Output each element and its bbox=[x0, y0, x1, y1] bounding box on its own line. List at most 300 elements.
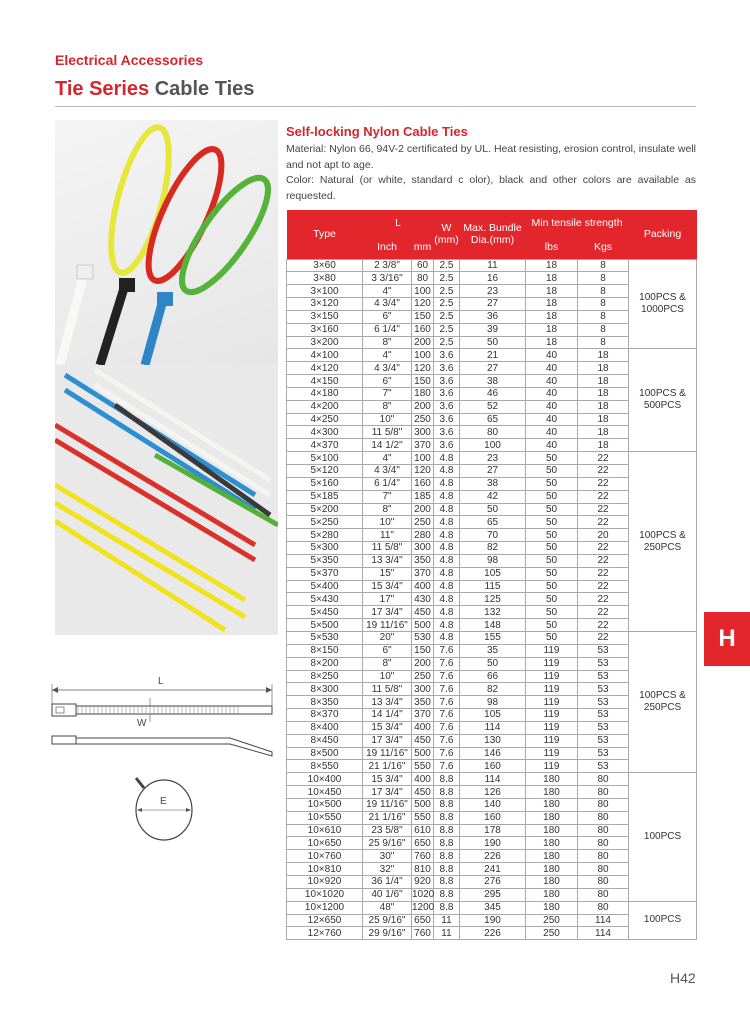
table-cell: 276 bbox=[460, 876, 526, 889]
table-cell: 119 bbox=[526, 721, 578, 734]
section-tab: H bbox=[704, 612, 750, 666]
table-cell: 3×200 bbox=[287, 336, 363, 349]
table-cell: 80 bbox=[578, 786, 629, 799]
table-cell: 10×550 bbox=[287, 811, 363, 824]
table-cell: 180 bbox=[526, 798, 578, 811]
table-cell: 20 bbox=[578, 529, 629, 542]
table-cell: 50 bbox=[526, 631, 578, 644]
table-cell: 40 bbox=[526, 426, 578, 439]
label-l: L bbox=[158, 676, 164, 687]
table-cell: 52 bbox=[460, 400, 526, 413]
table-cell: 250 bbox=[526, 927, 578, 940]
table-cell: 22 bbox=[578, 619, 629, 632]
table-cell: 500 bbox=[412, 798, 434, 811]
table-cell: 3.6 bbox=[434, 400, 460, 413]
table-cell: 450 bbox=[412, 734, 434, 747]
table-cell: 22 bbox=[578, 567, 629, 580]
col-packing: Packing bbox=[629, 210, 697, 259]
table-cell: 5×370 bbox=[287, 567, 363, 580]
table-cell: 6" bbox=[363, 310, 412, 323]
table-cell: 36 bbox=[460, 310, 526, 323]
table-cell: 10×1020 bbox=[287, 888, 363, 901]
page-number: H42 bbox=[670, 970, 696, 986]
header-divider bbox=[55, 106, 696, 107]
col-w: W (mm) bbox=[434, 210, 460, 259]
table-cell: 3.6 bbox=[434, 375, 460, 388]
table-cell: 80 bbox=[578, 811, 629, 824]
table-cell: 370 bbox=[412, 567, 434, 580]
table-cell: 53 bbox=[578, 734, 629, 747]
table-cell: 610 bbox=[412, 824, 434, 837]
table-cell: 350 bbox=[412, 696, 434, 709]
table-cell: 80 bbox=[578, 850, 629, 863]
table-cell: 53 bbox=[578, 709, 629, 722]
table-cell: 27 bbox=[460, 362, 526, 375]
table-cell: 114 bbox=[578, 927, 629, 940]
table-cell: 22 bbox=[578, 580, 629, 593]
table-cell: 17 3/4" bbox=[363, 734, 412, 747]
table-cell: 7" bbox=[363, 490, 412, 503]
table-cell: 119 bbox=[526, 657, 578, 670]
table-cell: 2.5 bbox=[434, 259, 460, 272]
table-cell: 8 bbox=[578, 310, 629, 323]
table-cell: 7.6 bbox=[434, 657, 460, 670]
table-cell: 114 bbox=[460, 721, 526, 734]
table-cell: 5×430 bbox=[287, 593, 363, 606]
table-cell: 4.8 bbox=[434, 580, 460, 593]
table-cell: 8×400 bbox=[287, 721, 363, 734]
table-cell: 8×150 bbox=[287, 644, 363, 657]
table-cell: 10" bbox=[363, 413, 412, 426]
table-cell: 115 bbox=[460, 580, 526, 593]
table-cell: 53 bbox=[578, 683, 629, 696]
table-cell: 50 bbox=[460, 503, 526, 516]
table-cell: 48" bbox=[363, 901, 412, 914]
table-cell: 22 bbox=[578, 490, 629, 503]
table-cell: 4 3/4" bbox=[363, 298, 412, 311]
table-cell: 15" bbox=[363, 567, 412, 580]
table-cell: 20" bbox=[363, 631, 412, 644]
table-cell: 50 bbox=[460, 336, 526, 349]
table-cell: 4.8 bbox=[434, 516, 460, 529]
table-cell: 180 bbox=[526, 888, 578, 901]
table-cell: 148 bbox=[460, 619, 526, 632]
table-cell: 23 5/8" bbox=[363, 824, 412, 837]
table-cell: 100 bbox=[412, 349, 434, 362]
table-cell: 18 bbox=[578, 426, 629, 439]
table-cell: 5×160 bbox=[287, 477, 363, 490]
table-cell: 80 bbox=[412, 272, 434, 285]
table-cell: 8×500 bbox=[287, 747, 363, 760]
table-cell: 150 bbox=[412, 310, 434, 323]
table-cell: 50 bbox=[526, 529, 578, 542]
table-cell: 4×300 bbox=[287, 426, 363, 439]
table-cell: 50 bbox=[526, 452, 578, 465]
table-cell: 8×300 bbox=[287, 683, 363, 696]
table-cell: 760 bbox=[412, 927, 434, 940]
table-cell: 250 bbox=[526, 914, 578, 927]
table-cell: 650 bbox=[412, 914, 434, 927]
table-cell: 400 bbox=[412, 721, 434, 734]
table-cell: 82 bbox=[460, 683, 526, 696]
table-cell: 3.6 bbox=[434, 349, 460, 362]
table-cell: 80 bbox=[578, 798, 629, 811]
table-cell: 4.8 bbox=[434, 631, 460, 644]
table-cell: 7.6 bbox=[434, 760, 460, 773]
table-cell: 11 5/8" bbox=[363, 426, 412, 439]
table-cell: 4 3/4" bbox=[363, 362, 412, 375]
material-text: Material: Nylon 66, 94V-2 certificated by UL. Heat resisting, erosion control, insulate well and not apt to age. bbox=[286, 143, 696, 171]
table-cell: 190 bbox=[460, 837, 526, 850]
col-mm: mm bbox=[412, 236, 434, 259]
table-cell: 11 bbox=[434, 927, 460, 940]
product-photos bbox=[55, 120, 278, 635]
table-cell: 21 1/16" bbox=[363, 760, 412, 773]
table-cell: 6" bbox=[363, 375, 412, 388]
table-cell: 10×500 bbox=[287, 798, 363, 811]
table-cell: 8 bbox=[578, 323, 629, 336]
table-cell: 2.5 bbox=[434, 272, 460, 285]
table-cell: 60 bbox=[412, 259, 434, 272]
table-cell: 1200 bbox=[412, 902, 435, 914]
table-cell: 50 bbox=[526, 516, 578, 529]
table-cell: 3.6 bbox=[434, 413, 460, 426]
table-row bbox=[287, 631, 697, 644]
table-cell: 4.8 bbox=[434, 490, 460, 503]
table-cell: 18 bbox=[526, 323, 578, 336]
table-cell: 17" bbox=[363, 593, 412, 606]
table-cell: 50 bbox=[526, 465, 578, 478]
table-cell: 5×450 bbox=[287, 606, 363, 619]
table-cell: 22 bbox=[578, 554, 629, 567]
table-cell: 450 bbox=[412, 786, 434, 799]
table-cell: 8 bbox=[578, 259, 629, 272]
table-cell: 42 bbox=[460, 490, 526, 503]
table-cell: 5×530 bbox=[287, 631, 363, 644]
table-cell: 80 bbox=[578, 863, 629, 876]
table-cell: 7.6 bbox=[434, 644, 460, 657]
table-cell: 370 bbox=[412, 439, 434, 452]
table-cell: 53 bbox=[578, 644, 629, 657]
spec-table bbox=[286, 210, 697, 940]
table-cell: 119 bbox=[526, 709, 578, 722]
table-cell: 7" bbox=[363, 387, 412, 400]
table-cell: 3.6 bbox=[434, 439, 460, 452]
table-cell: 8 bbox=[578, 272, 629, 285]
table-cell: 40 bbox=[526, 349, 578, 362]
table-cell: 19 11/16" bbox=[363, 619, 412, 632]
col-lbs: lbs bbox=[526, 236, 578, 259]
table-cell: 25 9/16" bbox=[363, 837, 412, 850]
table-cell: 22 bbox=[578, 593, 629, 606]
table-cell: 5×350 bbox=[287, 554, 363, 567]
packing-cell: 100PCS & 1000PCS bbox=[629, 259, 697, 349]
table-cell: 19 11/16" bbox=[363, 798, 412, 811]
table-cell: 150 bbox=[412, 375, 434, 388]
table-cell: 920 bbox=[412, 876, 434, 889]
table-cell: 550 bbox=[412, 760, 434, 773]
table-cell: 22 bbox=[578, 631, 629, 644]
col-inch: Inch bbox=[363, 236, 412, 259]
spec-table-body bbox=[287, 259, 697, 940]
table-cell: 190 bbox=[460, 914, 526, 927]
page-title bbox=[55, 78, 254, 101]
col-tensile: Min tensile strength bbox=[526, 210, 629, 236]
table-cell: 21 bbox=[460, 349, 526, 362]
table-cell: 53 bbox=[578, 760, 629, 773]
table-cell: 2.5 bbox=[434, 310, 460, 323]
table-cell: 17 3/4" bbox=[363, 786, 412, 799]
table-cell: 50 bbox=[526, 503, 578, 516]
table-cell: 8" bbox=[363, 503, 412, 516]
table-cell: 10×760 bbox=[287, 850, 363, 863]
table-cell: 100 bbox=[412, 452, 434, 465]
table-cell: 810 bbox=[412, 863, 434, 876]
table-cell: 4.8 bbox=[434, 465, 460, 478]
table-cell: 12×760 bbox=[287, 927, 363, 940]
table-cell: 40 bbox=[526, 413, 578, 426]
table-cell: 8×550 bbox=[287, 760, 363, 773]
table-cell: 180 bbox=[526, 863, 578, 876]
table-cell: 12×650 bbox=[287, 914, 363, 927]
table-cell: 4×120 bbox=[287, 362, 363, 375]
table-cell: 226 bbox=[460, 850, 526, 863]
table-cell: 8 bbox=[578, 285, 629, 298]
table-cell: 300 bbox=[412, 426, 434, 439]
table-cell: 40 bbox=[526, 439, 578, 452]
table-cell: 8.8 bbox=[434, 837, 460, 850]
table-cell: 2.5 bbox=[434, 336, 460, 349]
table-cell: 18 bbox=[526, 336, 578, 349]
table-cell: 66 bbox=[460, 670, 526, 683]
table-cell: 125 bbox=[460, 593, 526, 606]
table-cell: 146 bbox=[460, 747, 526, 760]
table-cell: 27 bbox=[460, 298, 526, 311]
table-cell: 50 bbox=[526, 542, 578, 555]
table-cell: 120 bbox=[412, 362, 434, 375]
table-cell: 98 bbox=[460, 554, 526, 567]
table-cell: 14 1/2" bbox=[363, 439, 412, 452]
table-cell: 53 bbox=[578, 721, 629, 734]
table-cell: 15 3/4" bbox=[363, 580, 412, 593]
table-cell: 8.8 bbox=[434, 888, 460, 901]
table-cell: 8.8 bbox=[434, 863, 460, 876]
table-cell: 160 bbox=[412, 323, 434, 336]
table-cell: 23 bbox=[460, 452, 526, 465]
table-cell: 200 bbox=[412, 657, 434, 670]
table-cell: 5×185 bbox=[287, 490, 363, 503]
table-cell: 82 bbox=[460, 542, 526, 555]
table-cell: 18 bbox=[526, 310, 578, 323]
table-cell: 13 3/4" bbox=[363, 696, 412, 709]
table-cell: 18 bbox=[578, 362, 629, 375]
cable-ties-loops-photo bbox=[55, 120, 278, 365]
table-cell: 25 9/16" bbox=[363, 914, 412, 927]
table-cell: 80 bbox=[578, 824, 629, 837]
table-cell: 8×350 bbox=[287, 696, 363, 709]
packing-cell: 100PCS bbox=[629, 901, 697, 940]
table-cell: 4.8 bbox=[434, 477, 460, 490]
table-cell: 119 bbox=[526, 644, 578, 657]
table-cell: 10×1200 bbox=[287, 901, 363, 914]
table-cell: 3×60 bbox=[287, 259, 363, 272]
table-cell: 15 3/4" bbox=[363, 721, 412, 734]
table-cell: 70 bbox=[460, 529, 526, 542]
table-cell: 114 bbox=[460, 773, 526, 786]
packing-cell: 100PCS & 250PCS bbox=[629, 631, 697, 772]
table-cell: 280 bbox=[412, 529, 434, 542]
table-cell: 3×120 bbox=[287, 298, 363, 311]
table-cell: 132 bbox=[460, 606, 526, 619]
table-cell: 46 bbox=[460, 387, 526, 400]
table-cell: 4×180 bbox=[287, 387, 363, 400]
table-cell: 18 bbox=[578, 413, 629, 426]
table-cell: 50 bbox=[526, 477, 578, 490]
table-cell: 53 bbox=[578, 696, 629, 709]
table-cell: 19 11/16" bbox=[363, 747, 412, 760]
table-cell: 250 bbox=[412, 516, 434, 529]
table-cell: 3×160 bbox=[287, 323, 363, 336]
table-cell: 18 bbox=[526, 285, 578, 298]
table-cell: 550 bbox=[412, 811, 434, 824]
table-cell: 50 bbox=[526, 580, 578, 593]
table-cell: 13 3/4" bbox=[363, 554, 412, 567]
table-cell: 10×450 bbox=[287, 786, 363, 799]
cable-ties-bundles-photo bbox=[55, 365, 278, 635]
table-cell: 15 3/4" bbox=[363, 773, 412, 786]
table-cell: 4.8 bbox=[434, 529, 460, 542]
table-cell: 8.8 bbox=[434, 850, 460, 863]
table-cell: 180 bbox=[526, 824, 578, 837]
table-cell: 8×450 bbox=[287, 734, 363, 747]
table-cell: 6" bbox=[363, 644, 412, 657]
table-cell: 4.8 bbox=[434, 542, 460, 555]
table-cell: 7.6 bbox=[434, 721, 460, 734]
table-cell: 10" bbox=[363, 516, 412, 529]
table-cell: 8×200 bbox=[287, 657, 363, 670]
table-row bbox=[287, 901, 697, 914]
table-cell: 4.8 bbox=[434, 619, 460, 632]
table-cell: 200 bbox=[412, 336, 434, 349]
table-cell: 250 bbox=[412, 413, 434, 426]
table-cell: 530 bbox=[412, 631, 434, 644]
table-cell: 400 bbox=[412, 773, 434, 786]
table-cell: 180 bbox=[526, 850, 578, 863]
table-cell: 119 bbox=[526, 696, 578, 709]
table-cell: 40 1/6" bbox=[363, 888, 412, 901]
table-cell: 80 bbox=[578, 876, 629, 889]
table-cell: 350 bbox=[412, 554, 434, 567]
table-cell: 4" bbox=[363, 349, 412, 362]
table-cell: 3×80 bbox=[287, 272, 363, 285]
table-cell: 10×920 bbox=[287, 876, 363, 889]
table-cell: 185 bbox=[412, 490, 434, 503]
table-cell: 4" bbox=[363, 285, 412, 298]
table-cell: 50 bbox=[460, 657, 526, 670]
table-cell: 430 bbox=[412, 593, 434, 606]
table-cell: 2.5 bbox=[434, 323, 460, 336]
table-cell: 130 bbox=[460, 734, 526, 747]
table-cell: 18 bbox=[578, 439, 629, 452]
table-cell: 114 bbox=[578, 914, 629, 927]
packing-cell: 100PCS & 250PCS bbox=[629, 452, 697, 632]
table-cell: 5×200 bbox=[287, 503, 363, 516]
table-cell: 120 bbox=[412, 298, 434, 311]
table-cell: 22 bbox=[578, 542, 629, 555]
table-cell: 8 bbox=[578, 336, 629, 349]
table-cell: 8×370 bbox=[287, 709, 363, 722]
table-cell: 5×100 bbox=[287, 452, 363, 465]
table-cell: 39 bbox=[460, 323, 526, 336]
table-cell: 200 bbox=[412, 400, 434, 413]
table-cell: 3 3/16" bbox=[363, 272, 412, 285]
table-cell: 180 bbox=[412, 387, 434, 400]
table-cell: 8.8 bbox=[434, 876, 460, 889]
table-cell: 5×500 bbox=[287, 619, 363, 632]
table-cell: 18 bbox=[526, 298, 578, 311]
table-cell: 150 bbox=[412, 644, 434, 657]
table-cell: 6 1/4" bbox=[363, 323, 412, 336]
table-cell: 11 bbox=[460, 259, 526, 272]
table-cell: 22 bbox=[578, 516, 629, 529]
table-cell: 295 bbox=[460, 888, 526, 901]
table-cell: 100 bbox=[460, 439, 526, 452]
table-cell: 53 bbox=[578, 657, 629, 670]
title-product: Cable Ties bbox=[154, 78, 255, 100]
table-cell: 5×280 bbox=[287, 529, 363, 542]
table-cell: 22 bbox=[578, 503, 629, 516]
table-cell: 38 bbox=[460, 477, 526, 490]
table-cell: 8" bbox=[363, 400, 412, 413]
table-cell: 3.6 bbox=[434, 362, 460, 375]
table-cell: 7.6 bbox=[434, 747, 460, 760]
table-cell: 4×250 bbox=[287, 413, 363, 426]
table-cell: 11" bbox=[363, 529, 412, 542]
table-cell: 119 bbox=[526, 683, 578, 696]
table-cell: 22 bbox=[578, 477, 629, 490]
table-cell: 4.8 bbox=[434, 452, 460, 465]
table-cell: 226 bbox=[460, 927, 526, 940]
table-row bbox=[287, 452, 697, 465]
table-cell: 22 bbox=[578, 606, 629, 619]
table-row bbox=[287, 773, 697, 786]
table-cell: 11 5/8" bbox=[363, 683, 412, 696]
table-cell: 11 5/8" bbox=[363, 542, 412, 555]
col-l: L bbox=[363, 210, 434, 236]
table-cell: 18 bbox=[578, 400, 629, 413]
table-cell: 160 bbox=[412, 477, 434, 490]
table-cell: 105 bbox=[460, 709, 526, 722]
table-cell: 500 bbox=[412, 619, 434, 632]
table-cell: 2.5 bbox=[434, 298, 460, 311]
table-cell: 180 bbox=[526, 773, 578, 786]
table-cell: 50 bbox=[526, 567, 578, 580]
table-cell: 18 bbox=[578, 387, 629, 400]
packing-cell: 100PCS & 500PCS bbox=[629, 349, 697, 452]
table-cell: 7.6 bbox=[434, 734, 460, 747]
table-cell: 21 1/16" bbox=[363, 811, 412, 824]
table-cell: 50 bbox=[526, 619, 578, 632]
table-cell: 180 bbox=[526, 837, 578, 850]
table-cell: 35 bbox=[460, 644, 526, 657]
table-cell: 8.8 bbox=[434, 773, 460, 786]
table-cell: 3×150 bbox=[287, 310, 363, 323]
table-cell: 8.8 bbox=[434, 901, 460, 914]
table-cell: 370 bbox=[412, 709, 434, 722]
table-cell: 16 bbox=[460, 272, 526, 285]
table-cell: 5×400 bbox=[287, 580, 363, 593]
table-cell: 450 bbox=[412, 606, 434, 619]
